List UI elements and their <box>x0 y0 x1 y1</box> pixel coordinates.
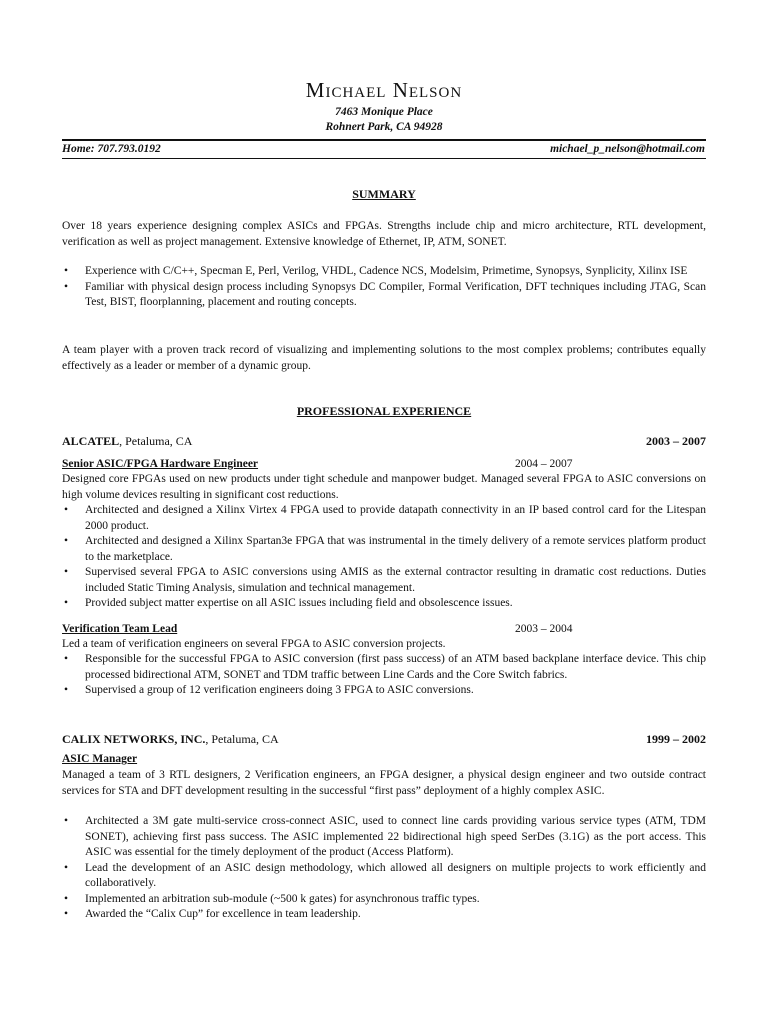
list-item: • Awarded the “Calix Cup” for excellence in team leadership. <box>62 907 706 923</box>
list-item: • Responsible for the successful FPGA to ASIC conversion (first pass success) of an ATM based backplane interface device. This chip processed bidirectional ATM, SONET and TDM traffic between Line Cards and the Core Switch fabrics. <box>62 652 706 683</box>
list-item: • Architected and designed a Xilinx Spartan3e FPGA that was instrumental in the timely delivery of a remote services platform product to the marketplace. <box>62 534 706 565</box>
role-bullets <box>62 814 706 923</box>
list-item: • Architected a 3M gate multi-service cross-connect ASIC, used to connect line cards providing various service types (ATM, TDM SONET), achieving first pass success. The ASIC implemented 22 bidirectional high speed SerDes (3.1G) as the port access. This ASIC was essential for the timely deployment of the product (Access Platform). <box>62 814 706 861</box>
company-location: , Petaluma, CA <box>205 732 279 746</box>
list-item: • Supervised a group of 12 verification engineers doing 3 FPGA to ASIC conversions. <box>62 683 706 699</box>
role-bullets <box>62 652 706 699</box>
role-description: Led a team of verification engineers on several FPGA to ASIC conversion projects. <box>62 638 446 650</box>
role-dates: 2003 – 2004 <box>515 623 573 635</box>
summary-intro: Over 18 years experience designing complex ASICs and FPGAs. Strengths include chip and micro architecture, RTL development, verification as well as project management. Extensive knowledge of Ethernet, IP, ATM, SONET. <box>62 220 706 248</box>
summary-bullets <box>62 264 706 311</box>
list-item: • Lead the development of an ASIC design methodology, which allowed all designers on multiple projects to work efficiently and collaboratively. <box>62 861 706 892</box>
list-item: • Architected and designed a Xilinx Virtex 4 FPGA used to provide datapath connectivity in an IP based control card for the Litespan 2000 product. <box>62 503 706 534</box>
company-name: CALIX NETWORKS, INC. <box>62 732 206 746</box>
address-line-2: Rohnert Park, CA 94928 <box>325 121 443 133</box>
header-divider-thin <box>62 158 706 159</box>
address-line-1: 7463 Monique Place <box>335 106 433 118</box>
company-name: ALCATEL <box>62 434 120 448</box>
company-location: , Petaluma, CA <box>119 434 193 448</box>
role-title <box>62 753 137 765</box>
list-item: • Implemented an arbitration sub-module (~500 k gates) for asynchronous traffic types. <box>62 892 706 908</box>
role-description: Designed core FPGAs used on new products under tight schedule and manpower budget. Managed several FPGA to ASIC conversions on high volume devices resulting in significant cost reductions. <box>62 473 706 501</box>
list-item: • Provided subject matter expertise on all ASIC issues including field and obsolescence issues. <box>62 596 706 612</box>
email-address: michael_p_nelson@hotmail.com <box>550 143 705 155</box>
company-alcatel <box>62 434 706 449</box>
role-title <box>62 458 258 470</box>
role-title-text: Verification Team Lead <box>62 623 178 635</box>
list-item: • Supervised several FPGA to ASIC conversions using AMIS as the external contractor resulting in dramatic cost reductions. Duties included Static Timing Analysis, simulation and technical management. <box>62 565 706 596</box>
role-title-text: Senior ASIC/FPGA Hardware Engineer <box>62 458 259 470</box>
header-divider-thick <box>62 139 706 141</box>
candidate-name: Michael Nelson <box>305 78 463 102</box>
company-years: 2003 – 2007 <box>646 434 706 448</box>
list-item: • Familiar with physical design process including Synopsys DC Compiler, Formal Verification, DFT techniques including JTAG, Scan Test, BIST, floorplanning, placement and routing concepts. <box>62 280 706 311</box>
company-years: 1999 – 2002 <box>646 732 706 746</box>
role-dates: 2004 – 2007 <box>515 458 573 470</box>
role-bullets <box>62 503 706 612</box>
home-phone: Home: 707.793.0192 <box>62 143 161 155</box>
company-calix <box>62 732 706 747</box>
role-title <box>62 623 177 635</box>
role-title-text: ASIC Manager <box>62 753 138 765</box>
summary-heading: SUMMARY <box>352 187 416 201</box>
list-item: • Experience with C/C++, Specman E, Perl, Verilog, VHDL, Cadence NCS, Modelsim, Primetime, Synopsys, Synplicity, Xilinx ISE <box>62 264 706 280</box>
role-description: Managed a team of 3 RTL designers, 2 Verification engineers, an FPGA designer, a physical design engineer and two outside contract services for STA and DFT development resulting in the successful “first pass” deployment of a highly complex ASIC. <box>62 769 706 797</box>
summary-closing: A team player with a proven track record of visualizing and implementing solutions to the most complex problems; contributes equally effectively as a leader or member of a dynamic group. <box>62 344 706 372</box>
experience-heading: PROFESSIONAL EXPERIENCE <box>296 404 472 418</box>
